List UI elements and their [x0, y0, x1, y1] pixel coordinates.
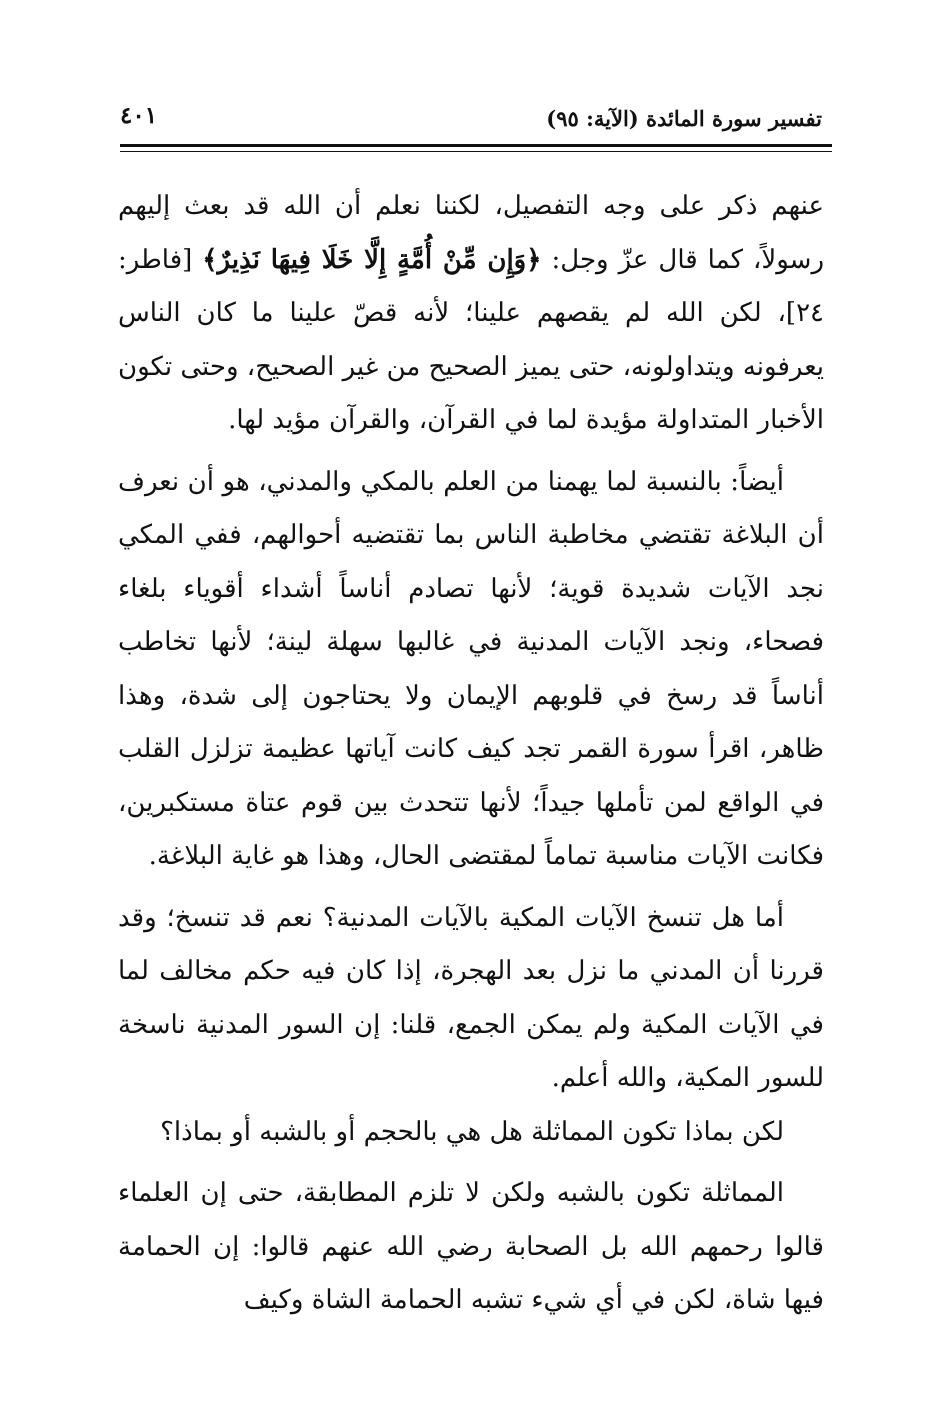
header-rule-thick — [120, 144, 832, 147]
paragraph-2: أيضاً: بالنسبة لما يهمنا من العلم بالمكي والمدني، هو أن نعرف أن البلاغة تقتضي مخاطبة الناس بما تقتضيه أحوالهم، ففي المكي نجد الآيات شديدة قوية؛ لأنها تصادم أناساً أشداء أقوياء بلغاء فصحاء، ونجد الآيات المدنية في غالبها سهلة لينة؛ لأنها تخاطب أناساً قد رسخ في قلوبهم الإيمان ولا يحتاجون إلى شدة، وهذا ظاهر، اقرأ سورة القمر تجد كيف كانت آياتها عظيمة تزلزل القلب في الواقع لمن تأملها جيداً؛ لأنها تتحدث بين قوم عتاة مستكبرين، فكانت الآيات مناسبة تماماً لمقتضى الحال، وهذا هو غاية البلاغة. — [118, 466, 824, 871]
header-rule-thin — [120, 151, 832, 152]
paragraph-3: أما هل تنسخ الآيات المكية بالآيات المدنية؟ نعم قد تنسخ؛ وقد قررنا أن المدني ما نزل بعد الهجرة، إذا كان فيه حكم مخالف لما في الآيات المكية ولم يمكن الجمع، قلنا: إن السور المدنية ناسخة للسور المكية، والله أعلم. — [118, 902, 824, 1093]
question-paragraph: لكن بماذا تكون المماثلة هل هي بالحجم أو بالشبه أو بماذا؟ — [160, 1116, 784, 1147]
page-number: ٤٠١ — [120, 102, 158, 129]
page-body — [118, 180, 824, 1328]
paragraph-1 — [118, 180, 824, 448]
paragraph-1-after: [فاطر: ٢٤]، لكن الله لم يقصهم علينا؛ لأنه قصّ علينا ما كان الناس يعرفونه ويتداولونه، حتى يميز الصحيح من غير الصحيح، وحتى تكون الأخبار المتداولة مؤيدة لما في القرآن، والقرآن مؤيد لها. — [118, 244, 824, 435]
answer-paragraph: المماثلة تكون بالشبه ولكن لا تلزم المطابقة، حتى إن العلماء قالوا رحمهم الله بل الصحابة رضي الله عنهم قالوا: إن الحمامة فيها شاة، لكن في أي شيء تشبه الحمامة الشاة وكيف — [118, 1178, 824, 1315]
running-title: تفسير سورة المائدة (الآية: ٩٥) — [546, 106, 822, 131]
paragraph-1-before: عنهم ذكر على وجه التفصيل، لكننا نعلم أن الله قد بعث إليهم رسولاً، كما قال عزّ وجل: — [118, 191, 825, 275]
quran-verse: ﴿وَإِن مِّنْ أُمَّةٍ إِلَّا خَلَا فِيهَا نَذِيرٌ﴾ — [202, 244, 542, 275]
page-header — [120, 100, 830, 140]
